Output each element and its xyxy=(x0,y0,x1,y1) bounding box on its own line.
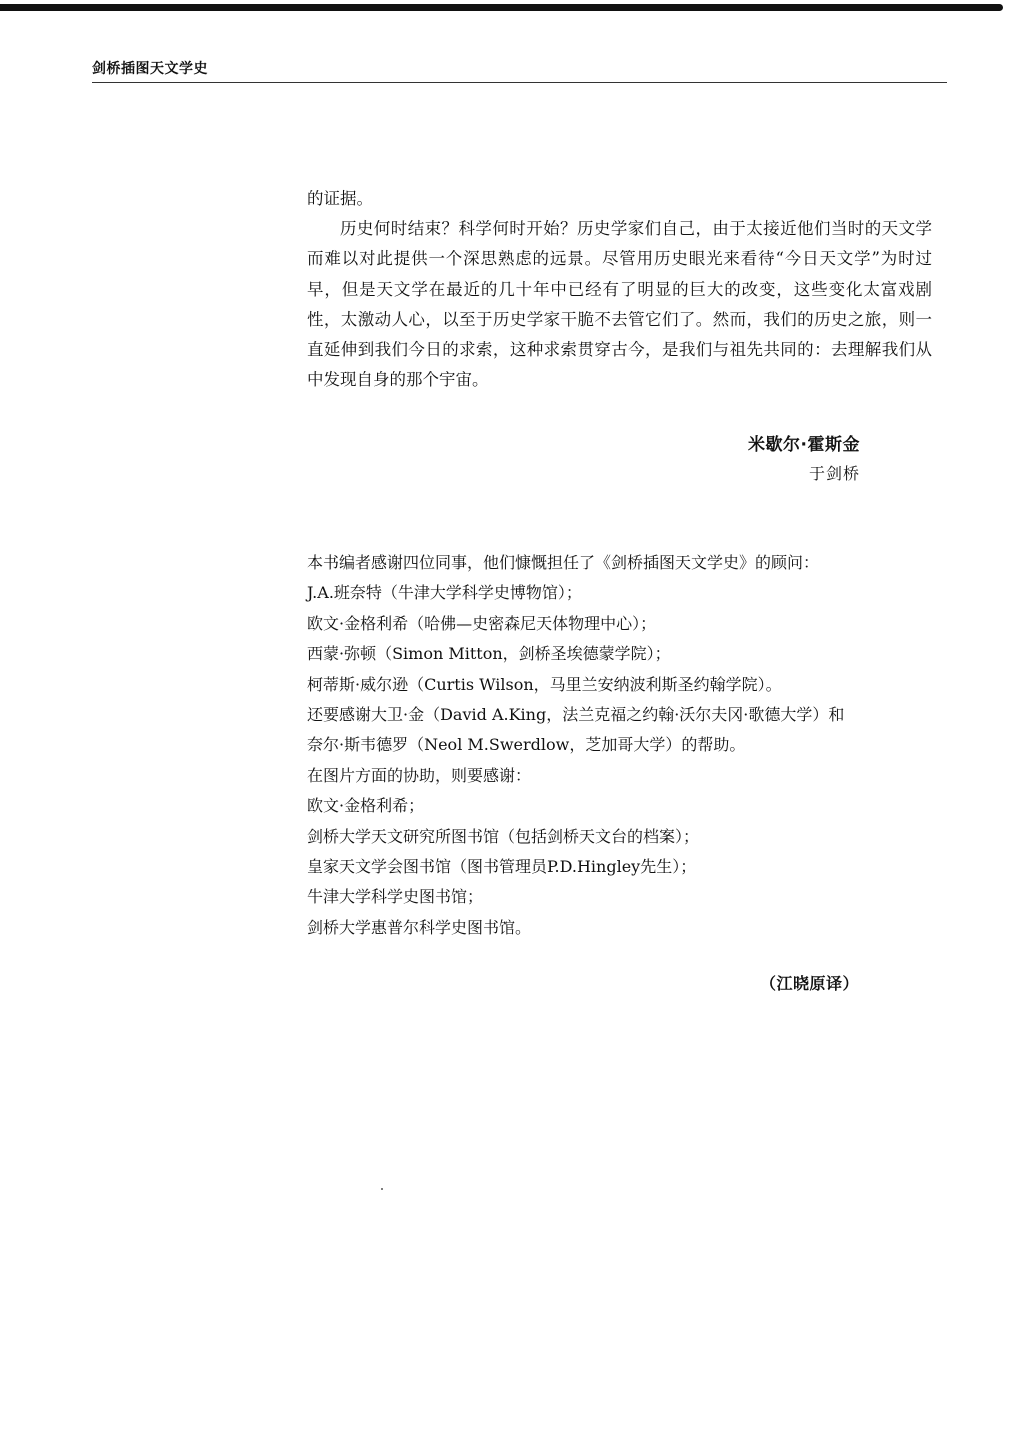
top-border-rule xyxy=(0,4,1003,11)
author-signature: 米歇尔·霍斯金 xyxy=(748,435,860,455)
ack-line: 牛津大学科学史图书馆； xyxy=(307,887,484,907)
ack-line: 皇家天文学会图书馆（图书管理员P.D.Hingley先生）； xyxy=(307,857,697,877)
ack-line: 柯蒂斯·威尔逊（Curtis Wilson，马里兰安纳波利斯圣约翰学院）。 xyxy=(307,674,782,694)
ack-line: 在图片方面的协助，则要感谢： xyxy=(307,765,532,785)
ack-line: 西蒙·弥顿（Simon Mitton，剑桥圣埃德蒙学院）； xyxy=(307,644,671,664)
translator-credit: （江晓原译） xyxy=(759,974,859,993)
running-header-title: 剑桥插图天文学史 xyxy=(92,61,208,77)
ack-line: 剑桥大学惠普尔科学史图书馆。 xyxy=(307,917,532,937)
signature-place: 于剑桥 xyxy=(808,464,860,483)
paragraph-history: 历史何时结束？科学何时开始？历史学家们自己，由于太接近他们当时的天文学而难以对此提供一个深思熟虑的远景。尽管用历史眼光来看待“今日天文学”为时过早，但是天文学在最近的几十年中已经有了明显的巨大的改变，这些变化太富戏剧性，太激动人心，以至于历史学家干脆不去管它们了。然而，我们的历史之旅，则一直延伸到我们今日的求索，这种求索贯穿古今，是我们与祖先共同的：去理解我们从中发现自身的那个宇宙。 xyxy=(307,219,932,390)
ack-line: 欧文·金格利希； xyxy=(307,796,425,816)
ack-line: 还要感谢大卫·金（David A.King，法兰克福之约翰·沃尔夫冈·歌德大学）和 xyxy=(307,705,845,725)
ack-line: 奈尔·斯韦德罗（Neol M.Swerdlow，芝加哥大学）的帮助。 xyxy=(307,735,746,755)
acknowledgements xyxy=(307,548,937,943)
paragraph-continuation: 的证据。 xyxy=(307,189,373,208)
ack-line: J.A.班奈特（牛津大学科学史博物馆）； xyxy=(307,583,582,603)
main-text xyxy=(307,184,932,395)
header-rule xyxy=(92,82,947,83)
scan-speck xyxy=(381,1188,383,1190)
ack-line: 欧文·金格利希（哈佛—史密森尼天体物理中心）； xyxy=(307,613,657,633)
ack-line: 本书编者感谢四位同事，他们慷慨担任了《剑桥插图天文学史》的顾问： xyxy=(307,553,820,572)
ack-line: 剑桥大学天文研究所图书馆（包括剑桥天文台的档案）； xyxy=(307,826,700,846)
